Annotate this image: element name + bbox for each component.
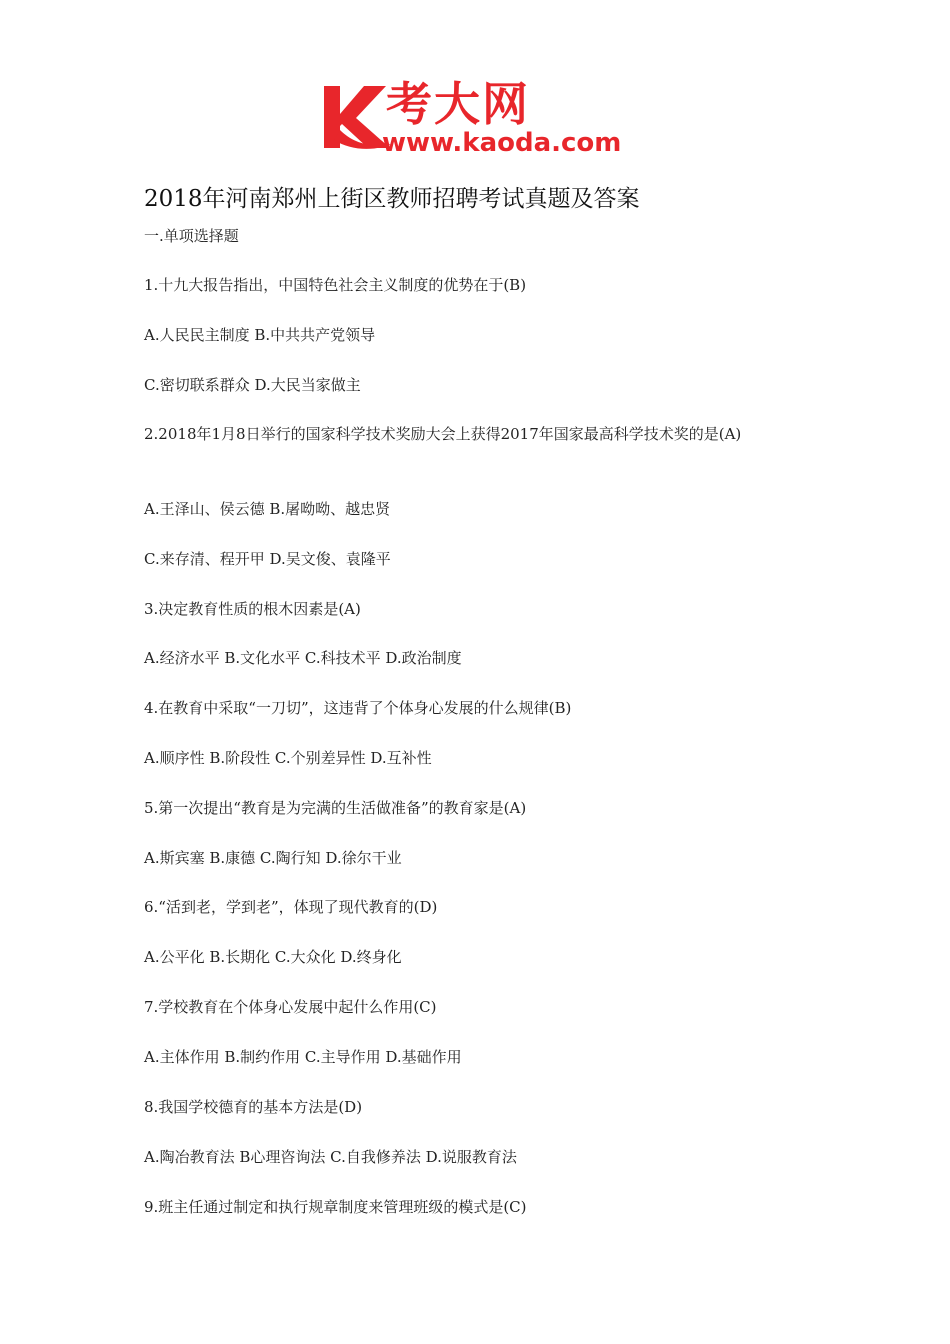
question-line: 3.决定教育性质的根木因素是(A) (144, 600, 361, 618)
question-line: 7.学校教育在个体身心发展中起什么作用(C) (144, 998, 437, 1016)
option-line: C.来存清、程开甲 D.吴文俊、袁隆平 (144, 550, 391, 568)
question-line: 9.班主任通过制定和执行规章制度来管理班级的模式是(C) (144, 1198, 527, 1216)
option-line: A.主体作用 B.制约作用 C.主导作用 D.基础作用 (144, 1048, 462, 1066)
option-line: C.密切联系群众 D.大民当家做主 (144, 376, 361, 394)
option-line: A.斯宾塞 B.康德 C.陶行知 D.徐尔干业 (144, 849, 402, 867)
option-line: A.顺序性 B.阶段性 C.个别差异性 D.互补性 (144, 749, 432, 767)
logo-url-text: www.kaoda.com (382, 128, 622, 158)
option-line: A.公平化 B.长期化 C.大众化 D.终身化 (144, 948, 402, 966)
question-line: 8.我国学校德育的基本方法是(D) (144, 1098, 363, 1116)
option-line: A.陶冶教育法 B心理咨询法 C.自我修养法 D.说服教育法 (144, 1148, 517, 1166)
question-line: 6.“活到老，学到老”，体现了现代教育的(D) (144, 898, 438, 916)
option-line: A.王泽山、侯云德 B.屠呦呦、越忠贤 (144, 500, 391, 518)
question-line: 1.十九大报告指出，中国特色社会主义制度的优势在于(B) (144, 276, 527, 294)
section-heading: 一.单项选择题 (144, 227, 239, 245)
option-line: A.经济水平 B.文化水平 C.科技术平 D.政治制度 (144, 649, 462, 667)
logo-brand-text: 考大网 (386, 77, 530, 131)
kaoda-logo (318, 77, 640, 160)
question-line: 2.2018年1月8日举行的国家科学技术奖励大会上获得2017年国家最高科学技术奖的是(A) (144, 425, 742, 443)
option-line: A.人民民主制度 B.中共共产党领导 (144, 326, 376, 344)
question-line: 5.第一次提出“教育是为完满的生活做准备”的教育家是(A) (144, 799, 527, 817)
page-title: 2018年河南郑州上街区教师招聘考试真题及答案 (144, 186, 640, 212)
question-line: 4.在教育中采取“一刀切”，这违背了个体身心发展的什么规律(B) (144, 699, 572, 717)
